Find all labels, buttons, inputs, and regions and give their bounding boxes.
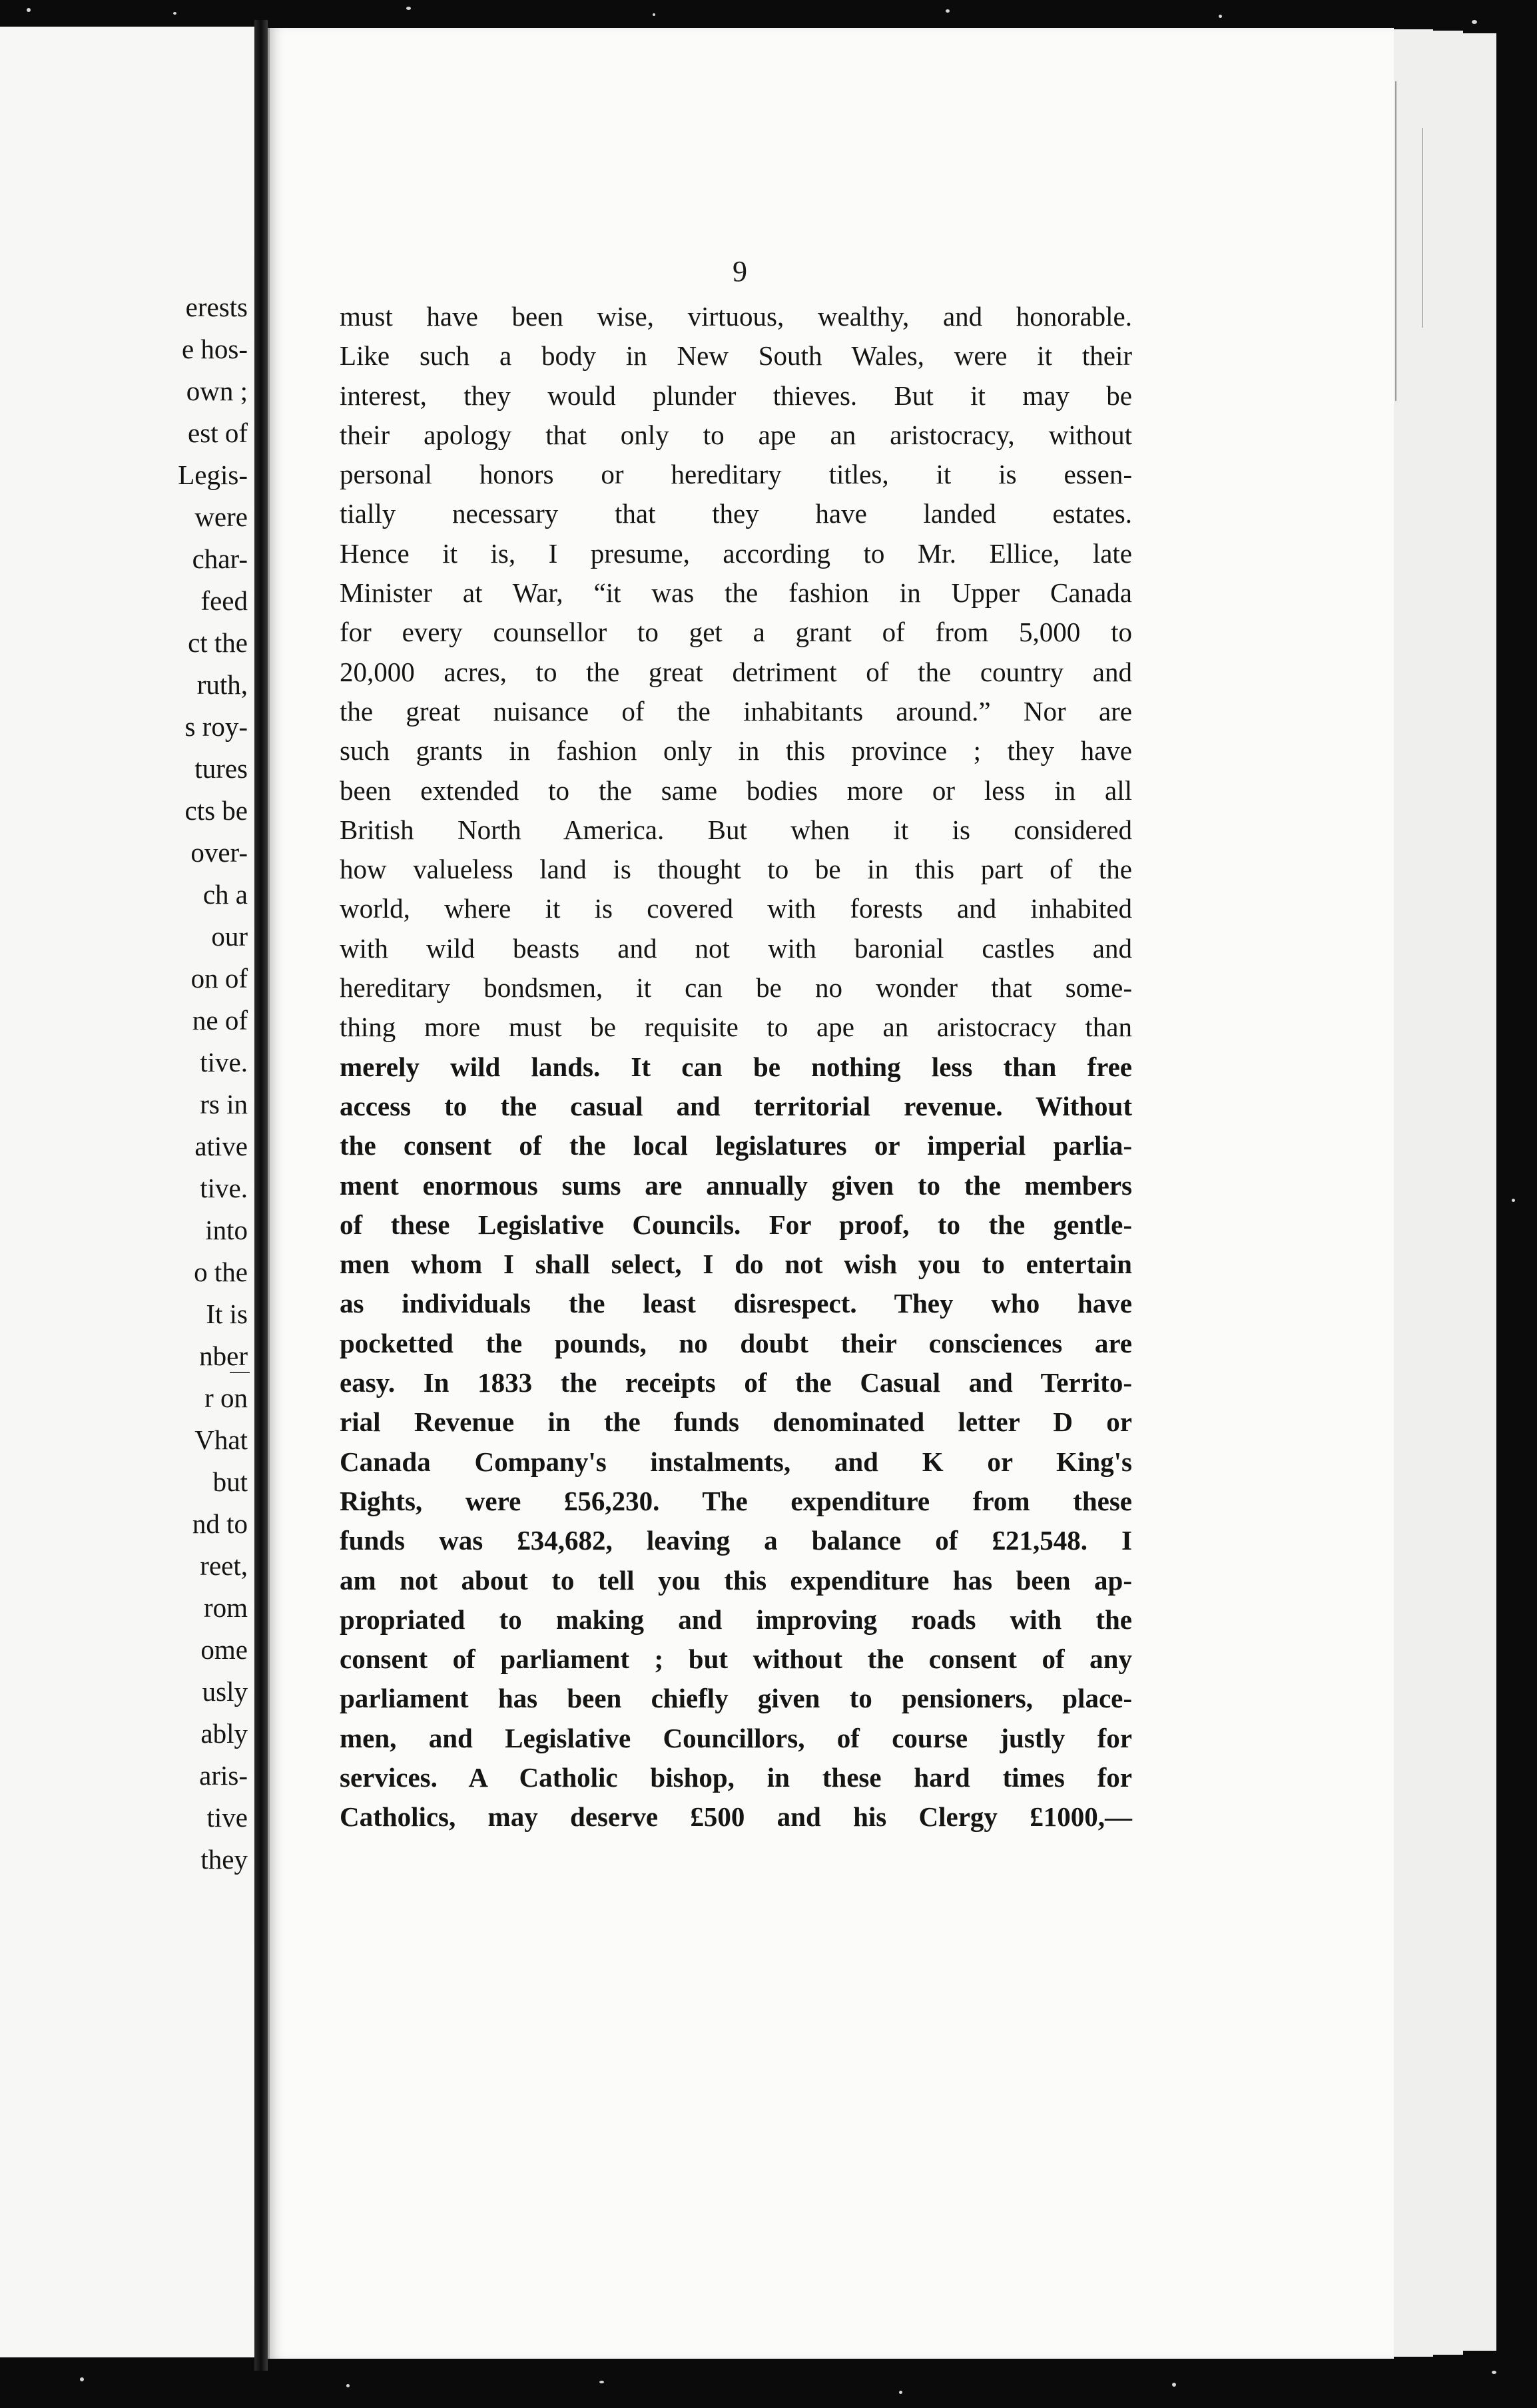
facing-page-fragment: s roy- [184,711,248,742]
text-line: interest, they would plunder thieves. But it may be [340,380,1132,411]
text-line: consent of parliament ; but without the consent of any [340,1644,1132,1675]
book-gutter [254,20,268,2371]
text-line: their apology that only to ape an aristocracy, without [340,419,1132,450]
text-line: tially necessary that they have landed estates. [340,498,1132,529]
text-line: easy. In 1833 the receipts of the Casual and Territo- [340,1367,1132,1398]
facing-page-fragment: rom [203,1592,248,1623]
text-line: access to the casual and territorial revenue. Without [340,1090,1132,1121]
text-line: Minister at War, “it was the fashion in Upper Canada [340,577,1132,609]
page-number: 9 [733,255,747,288]
facing-page-fragment: est of [188,418,248,448]
text-line: Canada Company's instalments, and K or King's [340,1446,1132,1477]
text-line: rial Revenue in the funds denominated letter D or [340,1406,1132,1438]
text-line: of these Legislative Councils. For proof, to the gentle- [340,1209,1132,1240]
facing-page-fragment: into [205,1215,248,1245]
facing-page-fragment: nd to [192,1508,248,1539]
facing-page-fragment: on of [190,963,248,994]
scan-speck [173,12,176,15]
text-line: how valueless land is thought to be in this part of the [340,854,1132,885]
facing-page-fragment: tures [194,753,248,784]
facing-page-fragment: our [211,921,248,952]
text-line: parliament has been chiefly given to pensioners, place- [340,1683,1132,1714]
facing-page-fragment: ruth, [196,669,248,700]
text-line: Hence it is, I presume, according to Mr. Ellice, late [340,537,1132,569]
scan-speck [346,2384,350,2387]
facing-page-text [154,286,248,1881]
text-line: services. A Catholic bishop, in these hard times for [340,1761,1132,1793]
facing-page [0,27,256,2357]
facing-page-fragment: tive. [200,1173,248,1203]
text-line: 20,000 acres, to the great detriment of the country and [340,656,1132,687]
facing-page-fragment: but [212,1466,248,1497]
facing-page-fragment: over- [190,837,248,868]
facing-page-fragment: ct the [188,627,248,658]
text-line: funds was £34,682, leaving a balance of £21,548. I [340,1525,1132,1556]
facing-page-fragment: tive. [200,1047,248,1077]
facing-page-fragment: rs in [200,1089,248,1119]
facing-page-fragment: ne of [192,1005,248,1036]
text-line: merely wild lands. It can be nothing less than free [340,1051,1132,1082]
facing-page-fragment: e hos- [181,334,248,364]
text-line: personal honors or hereditary titles, it is essen- [340,459,1132,490]
text-line: been extended to the same bodies more or less in all [340,774,1132,806]
facing-page-fragment: they [200,1844,248,1875]
text-line: ment enormous sums are annually given to the members [340,1169,1132,1201]
text-line: am not about to tell you this expenditure has been ap- [340,1564,1132,1596]
text-line: men whom I shall select, I do not wish you to entertain [340,1249,1132,1280]
text-line: propriated to making and improving roads with the [340,1604,1132,1635]
facing-page-fragment: ch a [202,879,248,910]
text-line: with wild beasts and not with baronial castles and [340,932,1132,964]
page-scratch [1422,128,1423,328]
text-line: the consent of the local legislatures or imperial parlia- [340,1130,1132,1161]
facing-page-fragment: were [194,501,248,532]
facing-page-fragment: erests [185,292,248,322]
page-edge [1392,29,1433,2357]
page-body-text [340,297,1132,1837]
text-line: must have been wise, virtuous, wealthy, and honorable. [340,301,1132,332]
scan-speck [899,2391,902,2394]
scan-speck [599,2381,604,2383]
text-line: for every counsellor to get a grant of from 5,000 to [340,617,1132,648]
scan-speck [406,7,411,10]
scan-speck [653,13,655,16]
text-line: British North America. But when it is considered [340,814,1132,845]
text-line: as individuals the least disrespect. They who have [340,1288,1132,1319]
facing-page-fragment: aris- [199,1760,248,1791]
facing-page-fragment: It is [206,1299,248,1329]
text-line: such grants in fashion only in this province ; they have [340,735,1132,766]
scan-speck [80,2377,84,2381]
scan-speck [1219,15,1222,18]
facing-page-fragment: Legis- [178,459,248,490]
facing-page-fragment: o the [194,1257,248,1287]
page-mark [230,1372,250,1373]
facing-page-fragment: cts be [184,795,248,826]
facing-page-fragment: ative [194,1131,248,1161]
facing-page-fragment: reet, [200,1550,248,1581]
facing-page-fragment: char- [192,543,248,574]
text-line: thing more must be requisite to ape an aristocracy than [340,1012,1132,1043]
facing-page-fragment: Vhat [194,1424,248,1455]
scan-speck [1512,1199,1515,1202]
facing-page-fragment: nber [199,1341,248,1371]
text-line: hereditary bondsmen, it can be no wonder that some- [340,972,1132,1004]
facing-page-fragment: feed [200,585,248,616]
facing-page-fragment: ome [200,1634,248,1665]
text-line: world, where it is covered with forests and inhabited [340,893,1132,924]
text-line: Rights, were £56,230. The expenditure from these [340,1485,1132,1516]
scan-speck [1172,2383,1176,2387]
facing-page-fragment: tive [206,1802,248,1833]
facing-page-fragment: own ; [186,376,248,406]
text-line: pocketted the pounds, no doubt their consciences are [340,1327,1132,1358]
text-line: Catholics, may deserve £500 and his Clergy £1000,— [340,1801,1132,1833]
scan-speck [1492,2371,1496,2374]
facing-page-fragment: r on [204,1382,248,1413]
facing-page-fragment: ably [200,1718,248,1749]
scan-speck [27,8,31,12]
scan-speck [1472,20,1477,24]
text-line: the great nuisance of the inhabitants around.” Nor are [340,695,1132,727]
text-line: men, and Legislative Councillors, of course justly for [340,1722,1132,1753]
facing-page-fragment: usly [202,1676,248,1707]
scan-speck [946,9,950,13]
page-scratch [1395,81,1396,401]
text-line: Like such a body in New South Wales, were it their [340,340,1132,372]
